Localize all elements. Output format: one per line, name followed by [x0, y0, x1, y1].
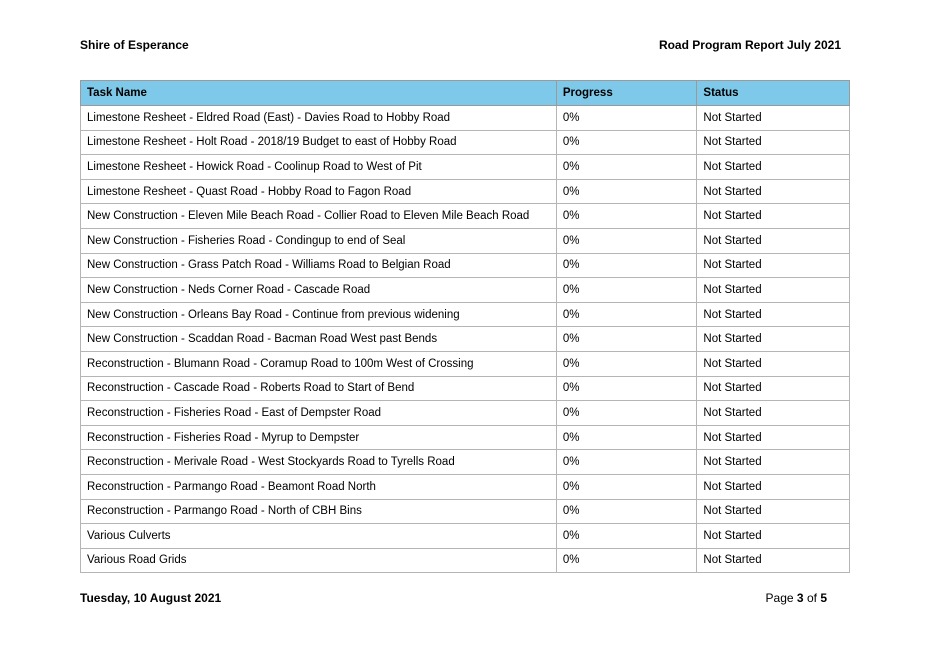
task-name-cell: Various Culverts [81, 524, 557, 549]
report-date: Tuesday, 10 August 2021 [80, 591, 222, 605]
table-row [81, 278, 850, 303]
status-cell: Not Started [697, 425, 850, 450]
task-name-cell: Limestone Resheet - Holt Road - 2018/19 Budget to east of Hobby Road [81, 130, 557, 155]
progress-cell: 0% [556, 351, 697, 376]
status-cell: Not Started [697, 327, 850, 352]
task-name-cell: Limestone Resheet - Quast Road - Hobby Road to Fagon Road [81, 179, 557, 204]
task-name-cell: Reconstruction - Parmango Road - North of CBH Bins [81, 499, 557, 524]
page-total: 5 [820, 591, 827, 605]
page-of: of [806, 591, 817, 605]
progress-cell: 0% [556, 425, 697, 450]
report-title: Road Program Report July 2021 [658, 38, 841, 52]
table-row [81, 155, 850, 180]
table-row [81, 253, 850, 278]
task-table [80, 80, 850, 573]
status-cell: Not Started [697, 278, 850, 303]
table-row [81, 450, 850, 475]
status-cell: Not Started [697, 548, 850, 573]
status-cell: Not Started [697, 450, 850, 475]
progress-cell: 0% [556, 155, 697, 180]
organization-name: Shire of Esperance [80, 38, 189, 52]
page-prefix: Page [765, 591, 794, 605]
table-row [81, 499, 850, 524]
progress-cell: 0% [556, 401, 697, 426]
task-name-cell: Reconstruction - Merivale Road - West Stockyards Road to Tyrells Road [81, 450, 557, 475]
table-row [81, 351, 850, 376]
progress-cell: 0% [556, 130, 697, 155]
task-name-cell: Reconstruction - Cascade Road - Roberts Road to Start of Bend [81, 376, 557, 401]
column-header-task-name: Task Name [81, 81, 557, 106]
progress-cell: 0% [556, 228, 697, 253]
table-row [81, 327, 850, 352]
task-name-cell: New Construction - Orleans Bay Road - Continue from previous widening [81, 302, 557, 327]
status-cell: Not Started [697, 204, 850, 229]
progress-cell: 0% [556, 327, 697, 352]
status-cell: Not Started [697, 253, 850, 278]
task-name-cell: New Construction - Eleven Mile Beach Road - Collier Road to Eleven Mile Beach Road [81, 204, 557, 229]
task-name-cell: New Construction - Fisheries Road - Condingup to end of Seal [81, 228, 557, 253]
column-header-progress: Progress [556, 81, 697, 106]
table-row [81, 130, 850, 155]
table-row [81, 474, 850, 499]
progress-cell: 0% [556, 524, 697, 549]
progress-cell: 0% [556, 499, 697, 524]
task-name-cell: Limestone Resheet - Howick Road - Coolinup Road to West of Pit [81, 155, 557, 180]
table-row [81, 179, 850, 204]
status-cell: Not Started [697, 351, 850, 376]
progress-cell: 0% [556, 179, 697, 204]
task-name-cell: New Construction - Neds Corner Road - Cascade Road [81, 278, 557, 303]
status-cell: Not Started [697, 130, 850, 155]
progress-cell: 0% [556, 278, 697, 303]
page-number [766, 591, 827, 605]
progress-cell: 0% [556, 376, 697, 401]
progress-cell: 0% [556, 204, 697, 229]
table-row [81, 106, 850, 131]
status-cell: Not Started [697, 106, 850, 131]
progress-cell: 0% [556, 548, 697, 573]
task-name-cell: Reconstruction - Fisheries Road - East of Dempster Road [81, 401, 557, 426]
table-row [81, 302, 850, 327]
task-name-cell: Reconstruction - Fisheries Road - Myrup to Dempster [81, 425, 557, 450]
status-cell: Not Started [697, 499, 850, 524]
status-cell: Not Started [697, 474, 850, 499]
progress-cell: 0% [556, 450, 697, 475]
status-cell: Not Started [697, 228, 850, 253]
task-name-cell: Various Road Grids [81, 548, 557, 573]
status-cell: Not Started [697, 524, 850, 549]
status-cell: Not Started [697, 401, 850, 426]
table-row [81, 376, 850, 401]
table-row [81, 425, 850, 450]
page-current: 3 [796, 591, 804, 605]
status-cell: Not Started [697, 179, 850, 204]
task-name-cell: New Construction - Grass Patch Road - Williams Road to Belgian Road [81, 253, 557, 278]
table-row [81, 548, 850, 573]
status-cell: Not Started [697, 155, 850, 180]
task-name-cell: Limestone Resheet - Eldred Road (East) - Davies Road to Hobby Road [81, 106, 557, 131]
task-name-cell: New Construction - Scaddan Road - Bacman Road West past Bends [81, 327, 557, 352]
task-name-cell: Reconstruction - Parmango Road - Beamont Road North [81, 474, 557, 499]
progress-cell: 0% [556, 474, 697, 499]
table-header-row [81, 81, 850, 106]
progress-cell: 0% [556, 253, 697, 278]
task-name-cell: Reconstruction - Blumann Road - Coramup Road to 100m West of Crossing [81, 351, 557, 376]
table-row [81, 228, 850, 253]
status-cell: Not Started [697, 302, 850, 327]
table-row [81, 524, 850, 549]
progress-cell: 0% [556, 106, 697, 131]
progress-cell: 0% [556, 302, 697, 327]
column-header-status: Status [697, 81, 850, 106]
table-row [81, 204, 850, 229]
status-cell: Not Started [697, 376, 850, 401]
table-row [81, 401, 850, 426]
table-body [81, 106, 850, 573]
